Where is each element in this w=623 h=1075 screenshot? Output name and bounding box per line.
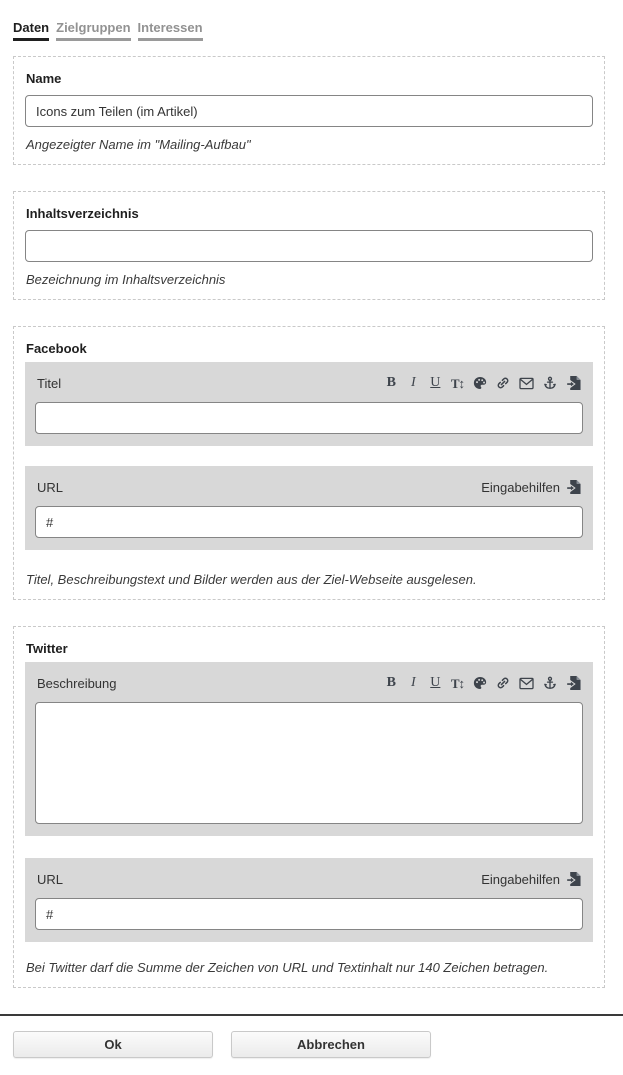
eingabehilfen-button[interactable] [481,871,581,887]
bold-icon[interactable]: B [386,375,396,390]
eingabehilfen-button[interactable] [481,479,581,495]
name-section [13,56,605,165]
toc-label: Inhaltsverzeichnis [26,206,139,221]
anchor-icon[interactable] [543,376,557,390]
anchor-icon[interactable] [543,676,557,690]
italic-icon[interactable]: I [410,675,416,690]
twitter-hint: Bei Twitter darf die Summe der Zeichen von URL und Textinhalt nur 140 Zeichen betragen. [26,960,549,975]
twitter-description-input[interactable] [35,702,583,824]
fontsize-icon[interactable]: T↕ [450,375,464,391]
underline-icon[interactable]: U [430,375,441,390]
color-palette-icon[interactable] [473,376,487,390]
toc-hint: Bezeichnung im Inhaltsverzeichnis [26,272,226,287]
tab-interessen[interactable]: Interessen [138,20,203,41]
name-hint: Angezeigter Name im "Mailing-Aufbau" [26,137,251,152]
insert-placeholder-icon [566,479,581,495]
twitter-url-box [25,858,593,942]
name-label: Name [26,71,62,86]
facebook-label: Facebook [26,341,87,356]
cancel-button[interactable]: Abbrechen [231,1031,431,1058]
tab-daten[interactable]: Daten [13,20,49,41]
eingabehilfen-label: Eingabehilfen [481,871,560,887]
toc-section [13,191,605,300]
footer-actions [13,1031,605,1058]
facebook-title-box [25,362,593,446]
twitter-section [13,626,605,988]
insert-placeholder-icon [566,871,581,887]
tab-bar [13,20,605,41]
color-palette-icon[interactable] [473,676,487,690]
facebook-url-label: URL [37,479,64,495]
toc-input[interactable] [25,230,593,262]
twitter-url-label: URL [37,871,64,887]
twitter-label: Twitter [26,641,68,656]
editor-toolbar [385,675,581,691]
fontsize-icon[interactable]: T↕ [450,675,464,691]
footer-divider [0,1014,623,1016]
tab-zielgruppen[interactable]: Zielgruppen [56,20,130,41]
facebook-section [13,326,605,600]
name-input[interactable] [25,95,593,127]
italic-icon[interactable]: I [410,375,416,390]
mail-icon[interactable] [519,377,534,390]
facebook-title-label: Titel [37,375,62,391]
facebook-hint: Titel, Beschreibungstext und Bilder werden aus der Ziel-Webseite ausgelesen. [26,572,477,587]
editor-toolbar [385,375,581,391]
mail-icon[interactable] [519,677,534,690]
eingabehilfen-label: Eingabehilfen [481,479,560,495]
facebook-url-box [25,466,593,550]
link-icon[interactable] [496,676,510,690]
insert-placeholder-icon[interactable] [566,675,581,691]
underline-icon[interactable]: U [430,675,441,690]
facebook-url-input[interactable] [35,506,583,538]
link-icon[interactable] [496,376,510,390]
facebook-title-input[interactable] [35,402,583,434]
bold-icon[interactable]: B [386,675,396,690]
insert-placeholder-icon[interactable] [566,375,581,391]
ok-button[interactable]: Ok [13,1031,213,1058]
twitter-url-input[interactable] [35,898,583,930]
twitter-description-box [25,662,593,836]
twitter-description-label: Beschreibung [37,675,117,691]
